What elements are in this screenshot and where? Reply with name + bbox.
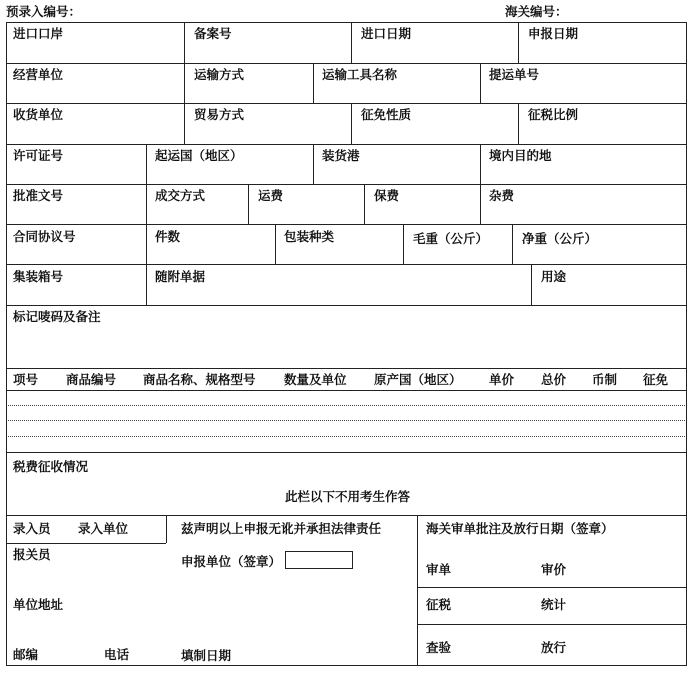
transport-name-label: 运输工具名称 [322,67,398,82]
license-number-label: 许可证号 [13,148,64,163]
col-divider [146,184,147,224]
goods-dotted-line [8,436,685,437]
col-divider [184,63,185,103]
goods-header: 原产国（地区） [374,372,462,387]
transport-mode-label: 运输方式 [194,67,245,82]
row-divider [6,264,687,265]
deal-mode-label: 成交方式 [155,188,206,203]
row-divider [6,184,687,185]
col-divider [146,224,147,264]
phone-label: 电话 [104,647,130,662]
inspection-label: 查验 [426,640,452,655]
tax-ratio-label: 征税比例 [528,107,579,122]
col-divider [531,264,532,305]
goods-header: 币制 [592,372,618,387]
entry-person-label: 录入员 [13,521,51,536]
tax-collection-label: 税费征收情况 [13,459,89,474]
declaration-statement: 兹声明以上申报无讹并承担法律责任 [181,521,382,536]
col-divider [313,144,314,184]
goods-header: 征免 [643,372,669,387]
col-divider [480,144,481,184]
marks-remarks-label: 标记唛码及备注 [13,309,101,324]
goods-dotted-line [8,405,685,406]
col-divider [351,103,352,144]
record-number-label: 备案号 [194,26,232,41]
row-divider [6,224,687,225]
freight-label: 运费 [258,188,284,203]
contract-number-label: 合同协议号 [13,229,76,244]
col-divider [417,515,418,666]
col-divider [512,224,513,264]
fill-date-label: 填制日期 [181,648,232,663]
gross-weight-label: 毛重（公斤） [413,231,489,246]
operating-unit-label: 经营单位 [13,67,64,82]
row-divider [417,587,687,588]
origin-country-label: 起运国（地区） [155,148,243,163]
row-divider [6,452,687,453]
col-divider [364,184,365,224]
goods-header: 项号 [13,372,39,387]
no-answer-note: 此栏以下不用考生作答 [285,489,411,504]
col-divider [248,184,249,224]
misc-fee-label: 杂费 [489,188,515,203]
approval-number-label: 批准文号 [13,188,64,203]
declarer-label: 报关员 [13,547,51,562]
goods-header: 商品名称、规格型号 [143,372,256,387]
import-port-label: 进口口岸 [13,26,64,41]
release-label: 放行 [541,640,567,655]
row-divider [6,103,687,104]
col-divider [184,22,185,63]
goods-header: 数量及单位 [284,372,347,387]
entry-unit-label: 录入单位 [78,521,129,536]
declare-date-label: 申报日期 [528,26,579,41]
statistics-label: 统计 [541,597,567,612]
col-divider [518,103,519,144]
declare-unit-sign-label: 申报单位（签章） [181,554,282,569]
row-divider [6,305,687,306]
domestic-destination-label: 境内目的地 [489,148,552,163]
row-divider [6,543,166,544]
consignee-label: 收货单位 [13,107,64,122]
goods-dotted-line [8,420,685,421]
pre-entry-number-label: 预录入编号： [6,4,82,19]
col-divider [184,103,185,144]
import-date-label: 进口日期 [361,26,412,41]
col-divider [275,224,276,264]
customs-approval-label: 海关审单批注及放行日期（签章） [426,521,614,536]
col-divider [351,22,352,63]
review-label: 审单 [426,562,452,577]
row-divider [6,63,687,64]
insurance-label: 保费 [374,188,400,203]
col-divider [480,184,481,224]
declaration-form [6,22,687,666]
row-divider [6,390,687,391]
col-divider [313,63,314,103]
net-weight-label: 净重（公斤） [522,231,598,246]
trade-mode-label: 贸易方式 [194,107,245,122]
seal-box[interactable] [285,551,353,569]
col-divider [518,22,519,63]
col-divider [166,515,167,543]
documents-label: 随附单据 [155,269,206,284]
container-number-label: 集装箱号 [13,269,64,284]
levy-label: 征税 [426,597,452,612]
row-divider [6,515,687,516]
col-divider [146,264,147,305]
row-divider [6,144,687,145]
usage-label: 用途 [541,269,567,284]
customs-number-label: 海关编号： [505,4,568,19]
col-divider [146,144,147,184]
bill-number-label: 提运单号 [489,67,540,82]
price-review-label: 审价 [541,562,567,577]
goods-header: 商品编号 [66,372,117,387]
row-divider [417,624,687,625]
unit-address-label: 单位地址 [13,597,64,612]
col-divider [403,224,404,264]
packages-label: 件数 [155,229,181,244]
goods-header: 总价 [541,372,567,387]
package-type-label: 包装种类 [284,229,335,244]
row-divider [6,368,687,369]
postcode-label: 邮编 [13,647,39,662]
loading-port-label: 装货港 [322,148,360,163]
exemption-nature-label: 征免性质 [361,107,412,122]
goods-header: 单价 [489,372,515,387]
col-divider [480,63,481,103]
